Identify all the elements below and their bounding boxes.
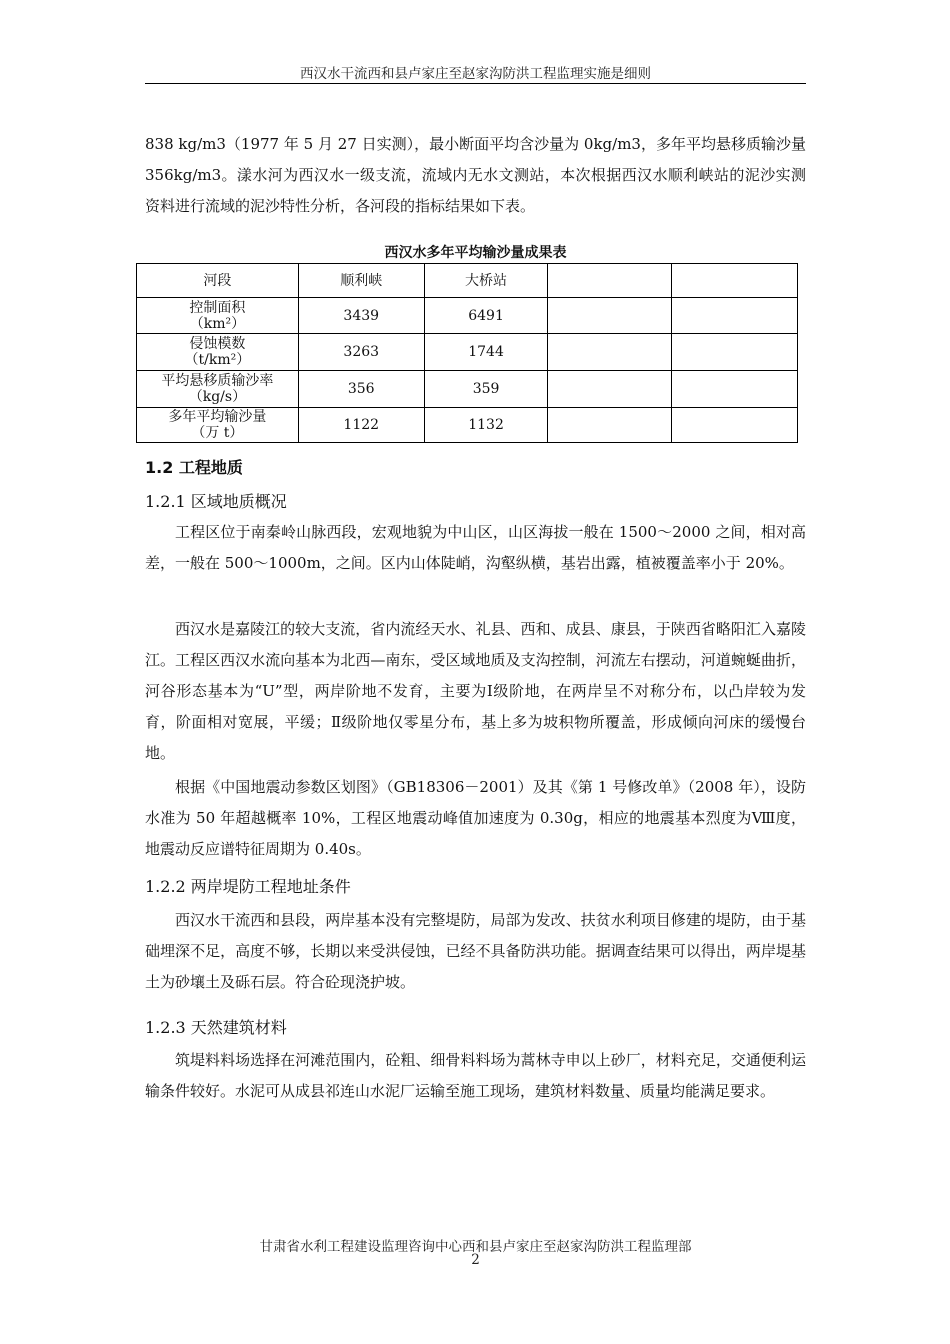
row-label bbox=[137, 371, 299, 408]
row-label-unit: （km²） bbox=[189, 315, 246, 332]
table-cell bbox=[672, 334, 798, 371]
header-cell-river-segment: 河段 bbox=[137, 264, 299, 298]
row-label-name: 控制面积 bbox=[189, 299, 246, 316]
table-cell bbox=[548, 334, 672, 371]
subsection-heading-regional-geology: 1.2.1 区域地质概况 bbox=[145, 492, 287, 511]
paragraph: 西汉水是嘉陵江的较大支流，省内流经天水、礼县、西和、成县、康县，于陕西省略阳汇入嘉陵江。工程区西汉水流向基本为北西—南东，受区域地质及支沟控制，河流左右摆动，河道蜿蜒曲折，河谷形态基本为“U”型，两岸阶地不发育，主要为Ⅰ级阶地，在两岸呈不对称分布，以凸岸较为发育，阶面相对宽展，平缓；Ⅱ级阶地仅零星分布，基上多为坡积物所覆盖，形成倾向河床的缓慢台地。 bbox=[145, 620, 806, 762]
table-cell: 1744 bbox=[424, 334, 548, 371]
table-cell bbox=[672, 371, 798, 408]
row-label-unit: （万 t） bbox=[191, 425, 244, 441]
table-cell bbox=[672, 408, 798, 443]
table-cell bbox=[548, 371, 672, 408]
table-cell: 359 bbox=[424, 371, 548, 408]
paragraph: 根据《中国地震动参数区划图》（GB18306－2001）及其《第 1 号修改单》（2008 年），设防水准为 50 年超越概率 10%，工程区地震动峰值加速度为 0.30g，相应的地震基本烈度为Ⅷ度，地震动反应谱特征周期为 0.40s。 bbox=[145, 778, 806, 858]
table-row bbox=[137, 334, 798, 371]
table-cell: 3263 bbox=[298, 334, 424, 371]
row-label-name: 多年平均输沙量 bbox=[168, 409, 267, 425]
table-row bbox=[137, 298, 798, 334]
header-cell-empty bbox=[548, 264, 672, 298]
row-label-name: 侵蚀模数 bbox=[189, 336, 246, 352]
header-cell-daqiao: 大桥站 bbox=[424, 264, 548, 298]
page-number: 2 bbox=[471, 1252, 480, 1268]
table-cell bbox=[548, 408, 672, 443]
table-cell: 1122 bbox=[298, 408, 424, 443]
paragraph: 筑堤料料场选择在河滩范围内，砼粗、细骨料料场为蒿林寺申以上砂厂，材料充足，交通便利运输条件较好。水泥可从成县祁连山水泥厂运输至施工现场，建筑材料数量、质量均能满足要求。 bbox=[145, 1051, 806, 1100]
table-row bbox=[137, 408, 798, 443]
intro-paragraph: 838 kg/m3（1977 年 5 月 27 日实测），最小断面平均含沙量为 0kg/m3，多年平均悬移质输沙量 356kg/m3。漾水河为西汉水一级支流，流域内无水文测站，本次根据西汉水顺利峡站的泥沙实测资料进行流域的泥沙特性分析，各河段的指标结果如下表。 bbox=[145, 135, 806, 215]
table-header-row bbox=[137, 264, 798, 298]
header-divider bbox=[145, 83, 806, 84]
table-row bbox=[137, 371, 798, 408]
subsection-heading-materials: 1.2.3 天然建筑材料 bbox=[145, 1018, 287, 1037]
sediment-table bbox=[136, 263, 798, 443]
subsection-heading-embankment: 1.2.2 两岸堤防工程地址条件 bbox=[145, 877, 351, 896]
table-cell: 356 bbox=[298, 371, 424, 408]
paragraph: 工程区位于南秦岭山脉西段，宏观地貌为中山区，山区海拔一般在 1500～2000 之间，相对高差，一般在 500～1000m，之间。区内山体陡峭，沟壑纵横，基岩出露，植被覆盖率小于 20%。 bbox=[145, 523, 806, 572]
section-heading-geology: 1.2 工程地质 bbox=[145, 458, 243, 477]
row-label-name: 平均悬移质输沙率 bbox=[161, 373, 274, 389]
row-label bbox=[137, 334, 299, 371]
table-cell: 1132 bbox=[424, 408, 548, 443]
table-cell: 3439 bbox=[298, 298, 424, 334]
header-cell-empty bbox=[672, 264, 798, 298]
row-label-unit: （t/km²） bbox=[184, 352, 251, 368]
row-label bbox=[137, 298, 299, 334]
table-cell: 6491 bbox=[424, 298, 548, 334]
table-cell bbox=[548, 298, 672, 334]
page-header: 西汉水干流西和县卢家庄至赵家沟防洪工程监理实施是细则 bbox=[300, 66, 651, 82]
header-cell-shunlixia: 顺利峡 bbox=[298, 264, 424, 298]
paragraph: 西汉水干流西和县段，两岸基本没有完整堤防，局部为发改、扶贫水利项目修建的堤防，由于基础埋深不足，高度不够，长期以来受洪侵蚀，已经不具备防洪功能。据调查结果可以得出，两岸堤基土为砂壤土及砾石层。符合砼现浇护坡。 bbox=[145, 911, 806, 991]
footer-organization: 甘肃省水利工程建设监理咨询中心西和县卢家庄至赵家沟防洪工程监理部 bbox=[259, 1239, 692, 1255]
row-label-unit: （kg/s） bbox=[188, 389, 247, 405]
row-label bbox=[137, 408, 299, 443]
table-cell bbox=[672, 298, 798, 334]
table-title: 西汉水多年平均输沙量成果表 bbox=[384, 245, 567, 261]
